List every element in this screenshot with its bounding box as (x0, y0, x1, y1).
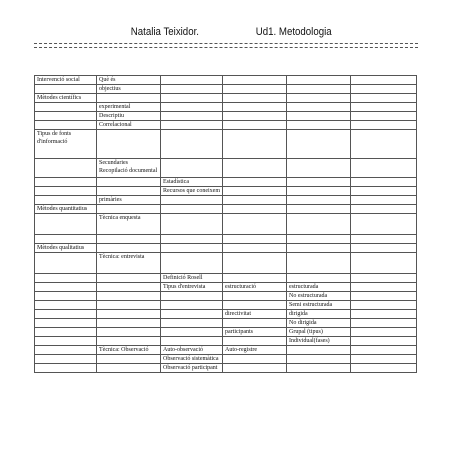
table-cell (97, 205, 161, 214)
table-cell (35, 364, 97, 373)
table-cell (35, 159, 97, 178)
table-cell (351, 159, 417, 178)
table-cell (287, 130, 351, 159)
table-cell: Tècnica enquesta (97, 214, 161, 235)
table-cell: Mètodes científics (35, 94, 97, 103)
table-cell (35, 103, 97, 112)
table-cell (287, 364, 351, 373)
table-row (35, 301, 417, 310)
table-cell: Mètodes qualitatius (35, 244, 97, 253)
table-cell (287, 253, 351, 274)
table-cell (351, 187, 417, 196)
table-cell: Definició Rosell (161, 274, 223, 283)
table-cell (287, 121, 351, 130)
table-cell (161, 103, 223, 112)
table-cell (35, 253, 97, 274)
table-cell (97, 364, 161, 373)
table-cell (287, 103, 351, 112)
table-cell (97, 310, 161, 319)
table-cell: Auto-registre (223, 346, 287, 355)
table-cell (287, 178, 351, 187)
table-cell (223, 364, 287, 373)
table-cell (351, 85, 417, 94)
table-cell (161, 214, 223, 235)
table-cell (351, 244, 417, 253)
table-cell: estructuració (223, 283, 287, 292)
table-cell: No dirigida (287, 319, 351, 328)
table-cell: Tècnica: Observació (97, 346, 161, 355)
table-cell (351, 76, 417, 85)
table-cell (351, 364, 417, 373)
table-cell (161, 94, 223, 103)
table-cell (35, 235, 97, 244)
table-cell (351, 337, 417, 346)
table-cell (35, 112, 97, 121)
table-cell: No estructurada (287, 292, 351, 301)
table-cell (97, 187, 161, 196)
table-cell (35, 214, 97, 235)
table-cell (287, 244, 351, 253)
table-cell: Recursos que coneixem (161, 187, 223, 196)
table-cell (287, 94, 351, 103)
table-cell: Observació sistemàtica (161, 355, 223, 364)
table-cell (161, 244, 223, 253)
table-cell: estructurada (287, 283, 351, 292)
table-cell: Auto-observació (161, 346, 223, 355)
table-row (35, 85, 417, 94)
table-cell (97, 274, 161, 283)
table-cell (351, 130, 417, 159)
table-cell (35, 187, 97, 196)
table-cell (351, 301, 417, 310)
table-cell (287, 76, 351, 85)
table-cell (97, 283, 161, 292)
table-cell: participants (223, 328, 287, 337)
table-row (35, 283, 417, 292)
table-cell: Mètodes quantitatius (35, 205, 97, 214)
table-cell (287, 85, 351, 94)
table-cell: Individual(fases) (287, 337, 351, 346)
cell-text-line: d'informació (37, 139, 68, 145)
table-cell (97, 355, 161, 364)
table-cell (35, 121, 97, 130)
table-cell (35, 274, 97, 283)
table-cell (97, 244, 161, 253)
table-cell (161, 85, 223, 94)
table-cell (35, 337, 97, 346)
table-cell: experimental (97, 103, 161, 112)
table-cell (161, 319, 223, 328)
table-cell (351, 94, 417, 103)
table-cell (223, 253, 287, 274)
table-row (35, 244, 417, 253)
table-cell (287, 346, 351, 355)
table-cell: primàries (97, 196, 161, 205)
table-cell (35, 130, 97, 159)
table-cell (223, 355, 287, 364)
table-cell: objectius (97, 85, 161, 94)
table-cell (351, 214, 417, 235)
table-cell (223, 337, 287, 346)
table-cell (223, 187, 287, 196)
table-row (35, 178, 417, 187)
cell-text-line: Tipus de fonts (37, 131, 72, 137)
table-cell (35, 319, 97, 328)
table-cell (161, 76, 223, 85)
table-cell: Descriptiu (97, 112, 161, 121)
table-row (35, 94, 417, 103)
table-cell (161, 112, 223, 121)
table-cell (351, 355, 417, 364)
table-cell (161, 328, 223, 337)
table-cell (161, 159, 223, 178)
table-cell (223, 292, 287, 301)
table-cell (351, 205, 417, 214)
table-row (35, 319, 417, 328)
table-cell (161, 301, 223, 310)
table-cell: Tipus d'entrevista (161, 283, 223, 292)
table-cell (223, 178, 287, 187)
table-cell: Tècnica: entrevista (97, 253, 161, 274)
table-cell (97, 130, 161, 159)
table-cell (287, 355, 351, 364)
table-cell (35, 310, 97, 319)
table-row (35, 292, 417, 301)
table-cell (351, 319, 417, 328)
table-cell (97, 159, 161, 178)
table-row (35, 346, 417, 355)
table-cell: Grupal (tipus) (287, 328, 351, 337)
table-cell (97, 292, 161, 301)
table-cell (351, 103, 417, 112)
table-cell (35, 292, 97, 301)
table-cell (35, 355, 97, 364)
table-cell (35, 301, 97, 310)
table-row (35, 130, 417, 159)
table-cell (35, 178, 97, 187)
table-cell (161, 196, 223, 205)
table-cell: Estadística (161, 178, 223, 187)
table-row (35, 355, 417, 364)
table-cell (35, 283, 97, 292)
table-cell (161, 292, 223, 301)
table-cell: dirigida (287, 310, 351, 319)
table-cell (161, 205, 223, 214)
table-cell (161, 235, 223, 244)
table-cell (223, 205, 287, 214)
table-cell (351, 253, 417, 274)
table-cell (287, 196, 351, 205)
table-cell (351, 121, 417, 130)
header-divider (34, 43, 418, 48)
table-row (35, 76, 417, 85)
table-cell (97, 328, 161, 337)
table-cell (287, 235, 351, 244)
table-row (35, 159, 417, 178)
table-cell: directivitat (223, 310, 287, 319)
table-cell (287, 214, 351, 235)
table-cell (223, 274, 287, 283)
table-row (35, 214, 417, 235)
table-cell (223, 214, 287, 235)
table-cell (287, 187, 351, 196)
table-row (35, 328, 417, 337)
table-cell (97, 301, 161, 310)
table-cell (161, 310, 223, 319)
table-row (35, 196, 417, 205)
table-cell (223, 301, 287, 310)
table-cell (351, 283, 417, 292)
table-cell (97, 178, 161, 187)
table-cell (161, 121, 223, 130)
document-header (34, 24, 372, 42)
table-row (35, 337, 417, 346)
table-cell (351, 346, 417, 355)
table-cell (223, 103, 287, 112)
table-cell (97, 235, 161, 244)
table-cell (223, 130, 287, 159)
table-cell (351, 235, 417, 244)
table-cell (223, 76, 287, 85)
table-cell (351, 328, 417, 337)
table-cell: Correlacional (97, 121, 161, 130)
table-cell (161, 130, 223, 159)
methodology-table (34, 75, 417, 373)
table-cell (223, 121, 287, 130)
table-row (35, 364, 417, 373)
table-row (35, 274, 417, 283)
table-cell (35, 196, 97, 205)
table-cell (351, 274, 417, 283)
table-cell (223, 235, 287, 244)
table-cell (161, 253, 223, 274)
table-cell: Intervenció social (35, 76, 97, 85)
table-cell (223, 319, 287, 328)
table-cell (351, 310, 417, 319)
table-row (35, 235, 417, 244)
table-cell (161, 337, 223, 346)
table-cell (223, 85, 287, 94)
table-cell (35, 328, 97, 337)
table-cell (97, 94, 161, 103)
unit-title: Ud1. Metodologia (255, 26, 332, 38)
table-row (35, 103, 417, 112)
table-cell (97, 337, 161, 346)
table-cell (97, 319, 161, 328)
table-cell (223, 244, 287, 253)
table-row (35, 310, 417, 319)
table-cell (223, 112, 287, 121)
table-cell (287, 205, 351, 214)
table-cell: Què és (97, 76, 161, 85)
table-row (35, 253, 417, 274)
table-row (35, 187, 417, 196)
table-cell: Semi estructurada (287, 301, 351, 310)
table-cell (223, 159, 287, 178)
cell-text-line: Secundaries (99, 160, 128, 166)
table-row (35, 112, 417, 121)
cell-text-line: Recopilació documental (99, 168, 158, 174)
table-cell (223, 196, 287, 205)
table-cell (35, 85, 97, 94)
table-cell (287, 112, 351, 121)
table-cell (351, 196, 417, 205)
table-cell (351, 292, 417, 301)
table-cell (223, 94, 287, 103)
author-name: Natalia Teixidor. (130, 26, 199, 38)
table-cell (351, 178, 417, 187)
table-row (35, 121, 417, 130)
table-row (35, 205, 417, 214)
table-cell (351, 112, 417, 121)
table-cell (287, 274, 351, 283)
table-cell: Observació participant (161, 364, 223, 373)
table-cell (287, 159, 351, 178)
table-cell (35, 346, 97, 355)
